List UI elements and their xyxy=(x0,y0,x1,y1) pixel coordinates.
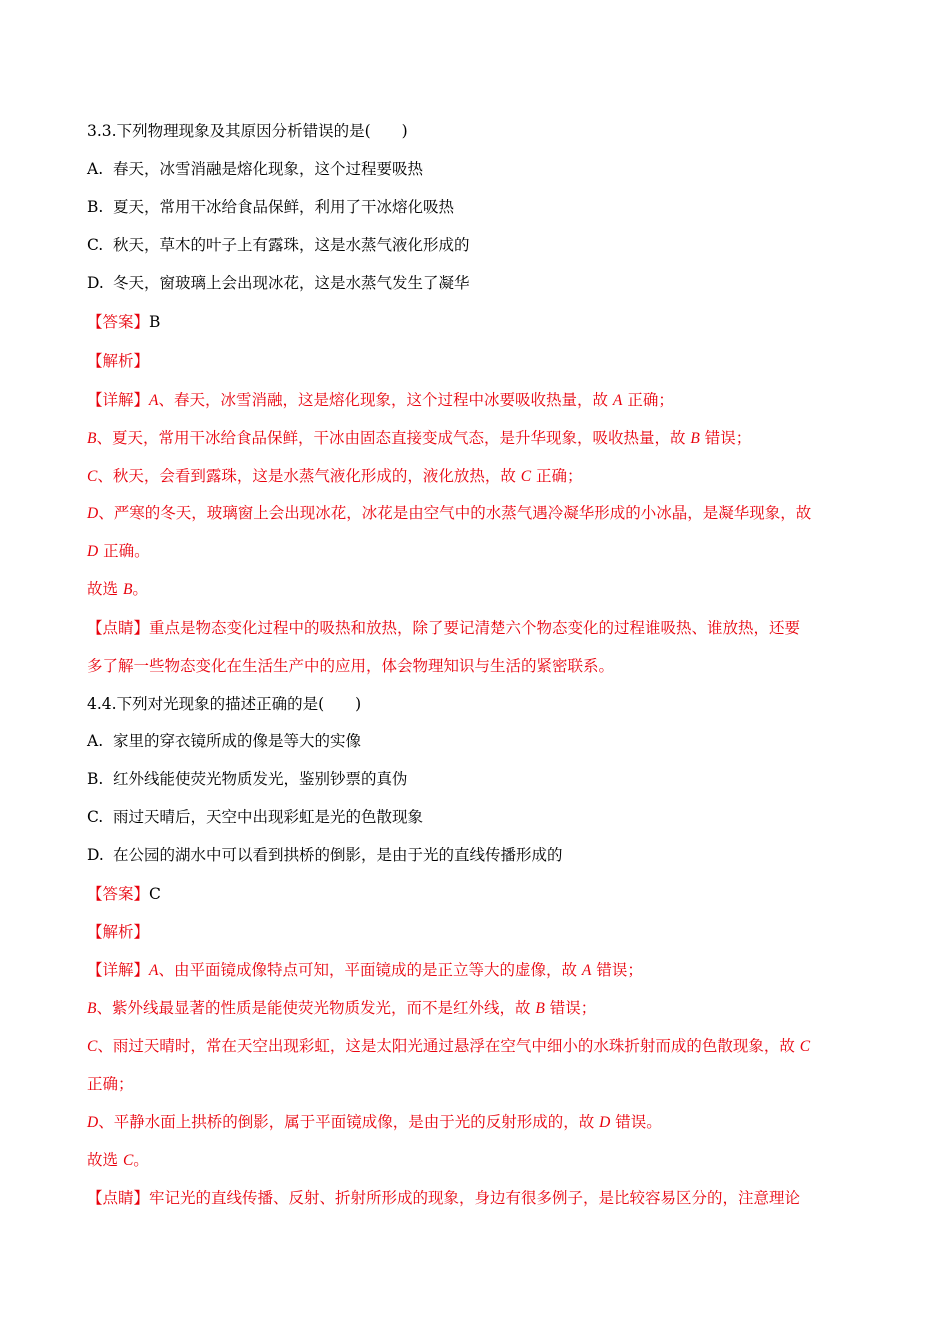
detail-tail: 错误； xyxy=(544,999,597,1017)
detail-line: 正确； xyxy=(87,1075,134,1093)
option-c xyxy=(87,807,870,827)
detail-head: A xyxy=(149,962,159,979)
option-text: 春天，冰雪消融是熔化现象，这个过程要吸热 xyxy=(113,160,424,178)
detail-head: A xyxy=(149,392,159,409)
option-letter: D. xyxy=(87,846,104,864)
detail-line xyxy=(87,390,870,411)
option-text: 雨过天晴后，天空中出现彩虹是光的色散现象 xyxy=(113,808,424,826)
detail-line xyxy=(87,1112,870,1133)
detail-line xyxy=(87,428,870,449)
option-d xyxy=(87,273,870,293)
detail-text: 、紫外线最显著的性质是能使荧光物质发光，而不是红外线，故 xyxy=(96,999,536,1017)
detail-tag: 【详解】 xyxy=(87,391,150,409)
detail-ref: C xyxy=(520,468,532,485)
option-d xyxy=(87,845,870,865)
choose-prefix: 故选 xyxy=(87,1151,123,1169)
detail-line xyxy=(87,503,870,524)
detail-tail: 正确； xyxy=(622,391,674,409)
question-stem: 4.4.下列对光现象的描述正确的是( ) xyxy=(87,695,362,713)
comment-line xyxy=(87,618,870,638)
detail-line xyxy=(87,998,870,1019)
detail-text: 、平静水面上拱桥的倒影，属于平面镜成像，是由于光的反射形成的，故 xyxy=(98,1113,600,1131)
option-letter: B. xyxy=(87,770,104,788)
answer-line xyxy=(87,884,870,904)
option-letter: B. xyxy=(87,198,104,216)
detail-head: D xyxy=(87,505,99,522)
detail-head: C xyxy=(87,1038,98,1055)
answer-value: B xyxy=(149,313,161,331)
option-text: 在公园的湖水中可以看到拱桥的倒影，是由于光的直线传播形成的 xyxy=(113,846,563,864)
detail-ref: A xyxy=(581,962,592,979)
detail-tail: 错误； xyxy=(591,961,643,979)
option-text: 夏天，常用干冰给食品保鲜，利用了干冰熔化吸热 xyxy=(113,198,455,216)
analysis-tag: 【解析】 xyxy=(87,923,150,941)
analysis-tag: 【解析】 xyxy=(87,352,150,370)
detail-text: 、严寒的冬天，玻璃窗上会出现冰花，冰花是由空气中的水蒸气遇冷凝华形成的小冰晶，是凝华现象，故 xyxy=(98,504,812,522)
answer-value: C xyxy=(149,885,161,903)
detail-text: 、雨过天晴时，常在天空出现彩虹，这是太阳光通过悬浮在空气中细小的水珠折射而成的色散现象，故 xyxy=(97,1037,800,1055)
detail-line xyxy=(87,466,870,487)
detail-head: B xyxy=(87,430,97,447)
choose-value: C xyxy=(122,1152,134,1169)
comment-text: 牢记光的直线传播、反射、折射所形成的现象，身边有很多例子，是比较容易区分的，注意理论 xyxy=(149,1189,801,1207)
detail-text: 、由平面镜成像特点可知，平面镜成的是正立等大的虚像，故 xyxy=(158,961,582,979)
detail-tag: 【详解】 xyxy=(87,961,150,979)
option-letter: D. xyxy=(87,274,104,292)
detail-head: B xyxy=(87,1000,97,1017)
detail-tail: 错误； xyxy=(699,429,752,447)
option-text: 红外线能使荧光物质发光，鉴别钞票的真伪 xyxy=(113,770,408,788)
detail-ref: D xyxy=(599,1114,611,1131)
comment-line: 多了解一些物态变化在生活生产中的应用，体会物理知识与生活的紧密联系。 xyxy=(87,657,615,675)
detail-ref: A xyxy=(612,392,623,409)
detail-line xyxy=(87,541,870,562)
detail-ref: B xyxy=(535,1000,545,1017)
comment-tag: 【点睛】 xyxy=(87,1189,150,1207)
option-letter: C. xyxy=(87,808,104,826)
option-text: 秋天，草木的叶子上有露珠，这是水蒸气液化形成的 xyxy=(113,236,470,254)
choose-line xyxy=(87,1150,870,1171)
detail-tail: 正确； xyxy=(531,467,583,485)
choose-value: B xyxy=(122,581,133,598)
comment-tag: 【点睛】 xyxy=(87,619,150,637)
choose-suffix: 。 xyxy=(132,580,148,598)
option-c xyxy=(87,235,870,255)
option-letter: C. xyxy=(87,236,104,254)
option-b xyxy=(87,769,870,789)
detail-ref: B xyxy=(690,430,700,447)
option-a xyxy=(87,731,870,751)
choose-suffix: 。 xyxy=(133,1151,149,1169)
answer-line xyxy=(87,312,870,332)
detail-text: 正确。 xyxy=(98,542,150,560)
choose-prefix: 故选 xyxy=(87,580,123,598)
answer-tag: 【答案】 xyxy=(87,885,150,903)
detail-ref: C xyxy=(799,1038,811,1055)
detail-line xyxy=(87,1036,870,1057)
detail-head: D xyxy=(87,543,99,560)
option-text: 家里的穿衣镜所成的像是等大的实像 xyxy=(113,732,362,750)
option-letter: A. xyxy=(87,732,104,750)
detail-tail: 错误。 xyxy=(610,1113,662,1131)
answer-tag: 【答案】 xyxy=(87,313,150,331)
question-stem: 3.3.下列物理现象及其原因分析错误的是( ) xyxy=(87,122,408,140)
comment-line xyxy=(87,1188,870,1208)
comment-text: 重点是物态变化过程中的吸热和放热，除了要记清楚六个物态变化的过程谁吸热、谁放热，还要 xyxy=(149,619,801,637)
detail-text: 、夏天，常用干冰给食品保鲜，干冰由固态直接变成气态，是升华现象，吸收热量，故 xyxy=(96,429,691,447)
detail-text: 、秋天，会看到露珠，这是水蒸气液化形成的，液化放热，故 xyxy=(97,467,521,485)
detail-head: D xyxy=(87,1114,99,1131)
option-letter: A. xyxy=(87,160,104,178)
detail-line xyxy=(87,960,870,981)
choose-line xyxy=(87,579,870,600)
detail-text: 、春天，冰雪消融，这是熔化现象，这个过程中冰要吸收热量，故 xyxy=(158,391,613,409)
option-b xyxy=(87,197,870,217)
detail-head: C xyxy=(87,468,98,485)
option-a xyxy=(87,159,870,179)
option-text: 冬天，窗玻璃上会出现冰花，这是水蒸气发生了凝华 xyxy=(113,274,470,292)
